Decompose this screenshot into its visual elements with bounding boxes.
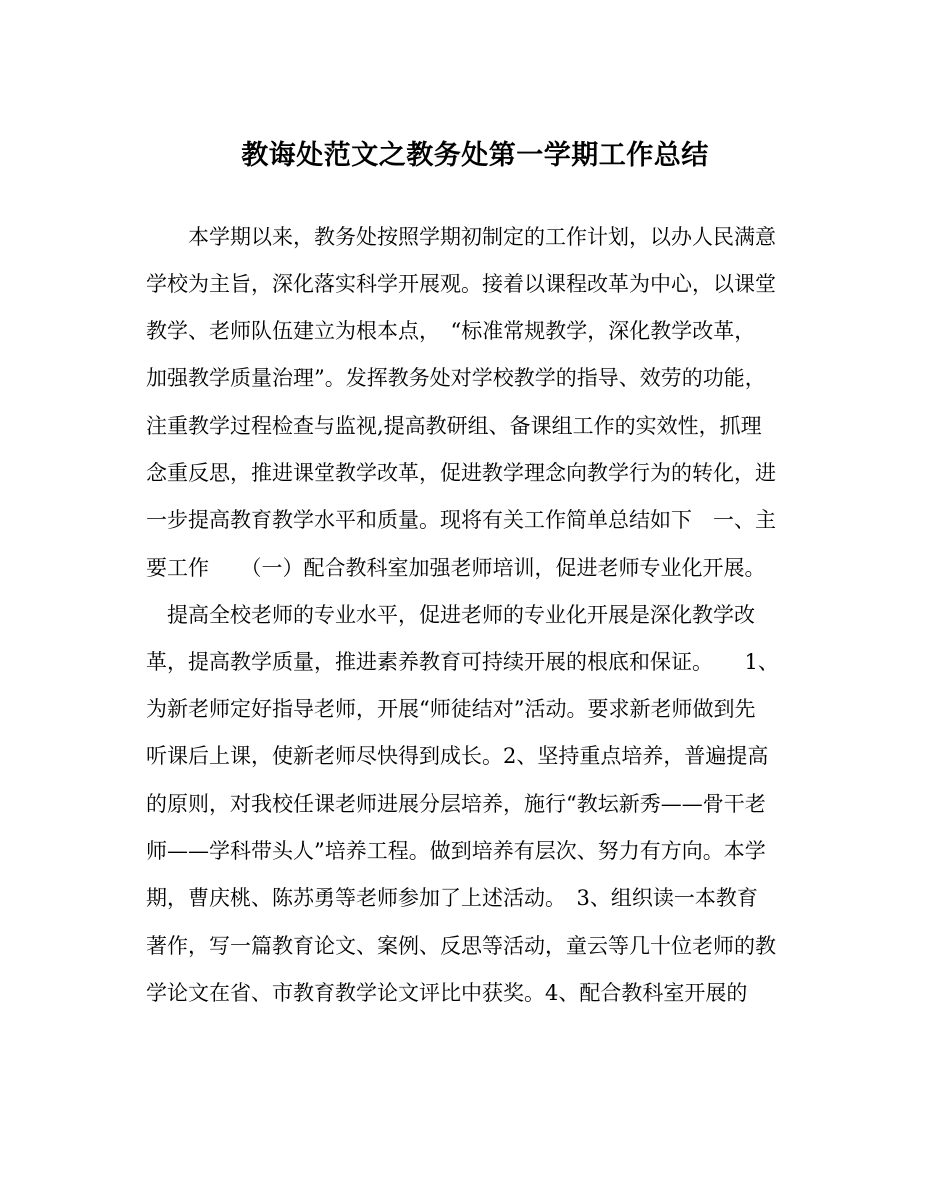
body-line: 为新老师定好指导老师，开展“师徒结对”活动。要求新老师做到先 — [146, 697, 756, 721]
body-line: 听课后上课，使新老师尽快得到成长。2、坚持重点培养，普遍提高 — [146, 744, 769, 768]
body-line: 的原则，对我校任课老师进展分层培养，施行“教坛新秀——骨干老 — [146, 792, 766, 816]
body-line: 一步提高教育教学水平和质量。现将有关工作简单总结如下 一、主 — [146, 508, 776, 532]
body-line: 本学期以来，教务处按照学期初制定的工作计划，以办人民满意 — [146, 225, 776, 249]
body-line: 师——学科带头人”培养工程。做到培养有层次、努力有方向。本学 — [146, 839, 766, 863]
body-line: 注重教学过程检查与监视,提高教研组、备课组工作的实效性，抓理 — [146, 414, 762, 438]
body-line: 教学、老师队伍建立为根本点， “标准常规教学，深化教学改革， — [146, 319, 756, 343]
body-line: 提高全校老师的专业水平，促进老师的专业化开展是深化教学改 — [146, 603, 755, 627]
body-line: 要工作 （一）配合教科室加强老师培训，促进老师专业化开展。 — [146, 556, 766, 580]
body-line: 加强教学质量治理”。发挥教务处对学校教学的指导、效劳的功能， — [146, 366, 766, 390]
body-line: 学校为主旨，深化落实科学开展观。接着以课程改革为中心，以课堂 — [146, 272, 776, 296]
body-line: 学论文在省、市教育教学论文评比中获奖。4、配合教科室开展的 — [146, 981, 748, 1005]
body-line: 念重反思，推进课堂教学改革，促进教学理念向教学行为的转化，进 — [146, 461, 776, 485]
body-line: 著作，写一篇教育论文、案例、反思等活动，童云等几十位老师的教 — [146, 934, 776, 958]
document-title: 教诲处范文之教务处第一学期工作总结 — [241, 140, 709, 171]
body-line: 革，提高教学质量，推进素养教育可持续开展的根底和保证。 1、 — [146, 650, 779, 674]
body-line: 期，曹庆桃、陈苏勇等老师参加了上述活动。 3、组织读一本教育 — [146, 886, 758, 910]
